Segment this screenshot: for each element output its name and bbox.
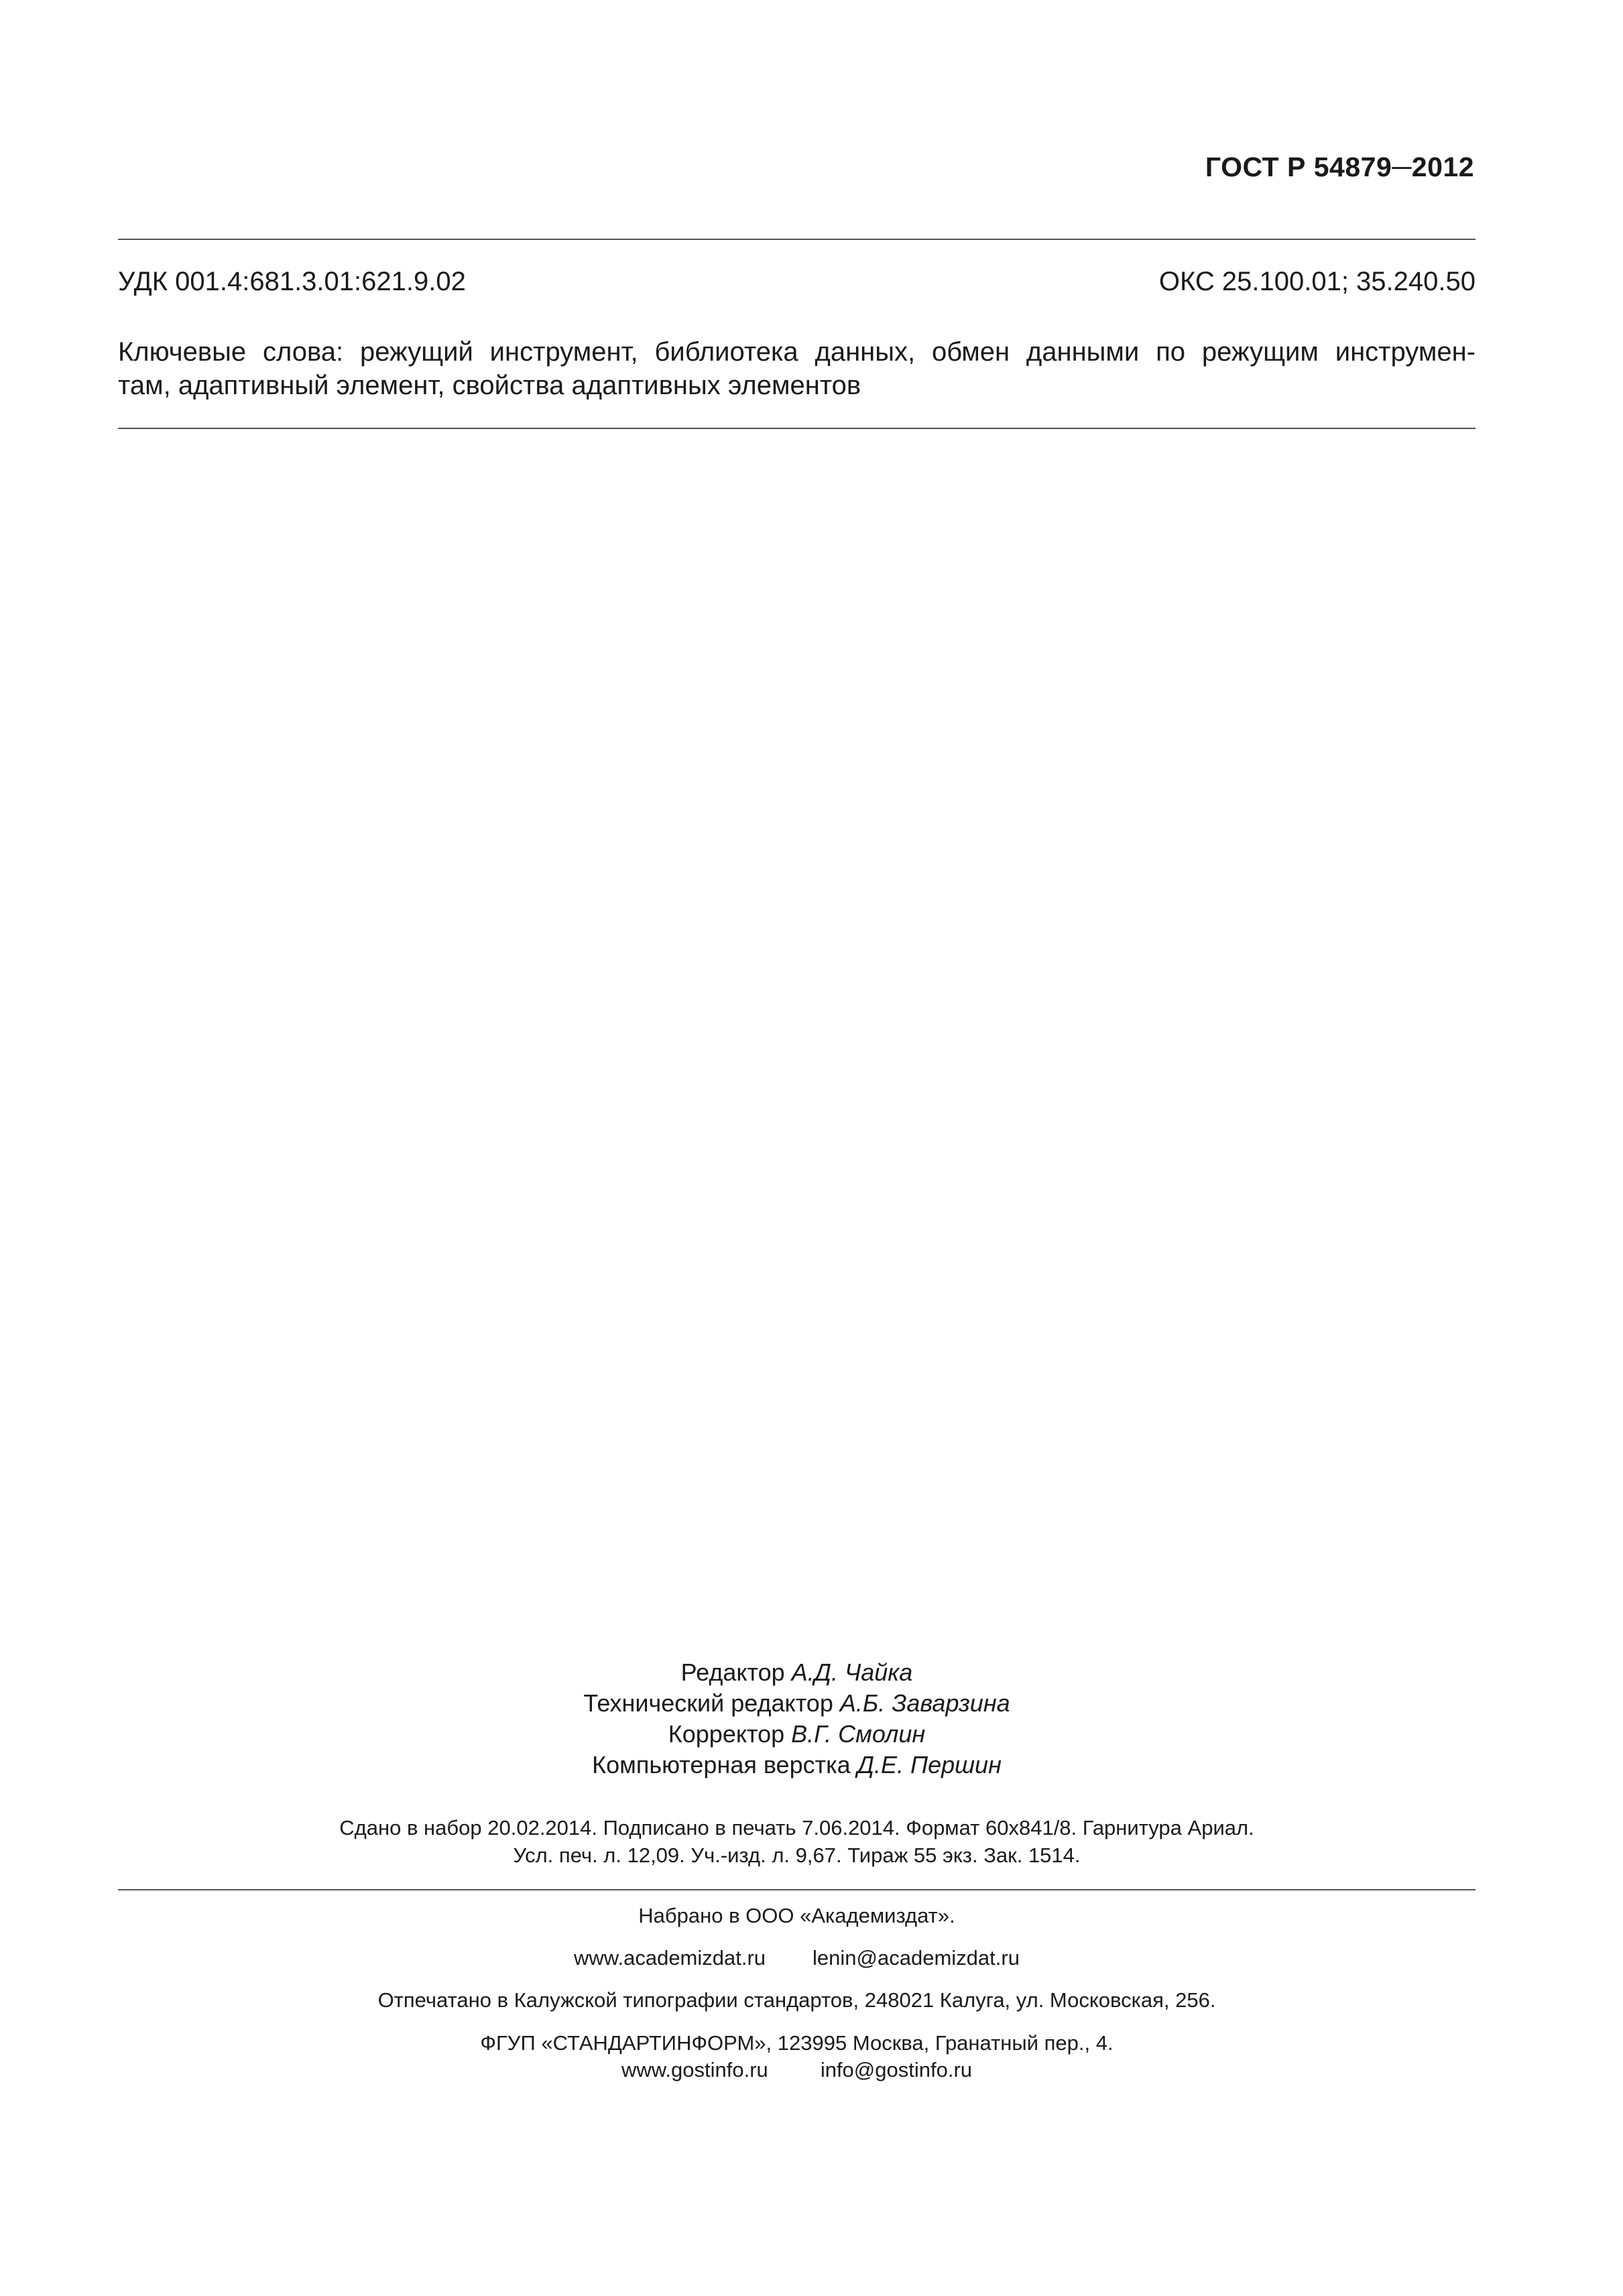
print-info-line-1: Сдано в набор 20.02.2014. Подписано в печать 7.06.2014. Формат 60х841/8. Гарнитура Ариал. [339,1816,1254,1839]
credit-role: Редактор [680,1658,785,1686]
credit-line [118,1719,1476,1750]
typeset-website-link[interactable]: www.academizdat.ru [574,1946,766,1970]
oks-code: ОКС 25.100.01; 35.240.50 [1158,267,1476,296]
credit-line [118,1657,1476,1688]
keywords-line-2: там, адаптивный элемент, свойства адаптивных элементов [118,371,861,400]
credits-block [118,1657,1476,1780]
credit-name: А.Д. Чайка [791,1658,913,1686]
typeset-email-link[interactable]: lenin@academizdat.ru [813,1946,1020,1970]
keywords-paragraph [118,335,1476,402]
publisher-contacts [118,2057,1476,2083]
publisher-email-link[interactable]: info@gostinfo.ru [820,2058,973,2081]
top-divider [118,239,1476,240]
udc-code: УДК 001.4:681.3.01:621.9.02 [118,267,466,296]
standard-number: ГОСТ Р 54879─2012 [1205,152,1474,182]
keywords-divider [118,428,1476,429]
typeset-contacts [118,1945,1476,1972]
publisher-website-link[interactable]: www.gostinfo.ru [621,2058,768,2081]
credit-line [118,1750,1476,1780]
credit-role: Корректор [668,1720,785,1748]
printed-by: Отпечатано в Калужской типографии стандартов, 248021 Калуга, ул. Московская, 256. [377,1988,1216,2012]
typeset-by: Набрано в ООО «Академиздат». [638,1904,955,1927]
print-info-block [118,1814,1476,1869]
credit-role: Компьютерная верстка [592,1751,851,1778]
credit-line [118,1688,1476,1719]
footer-divider [118,1889,1476,1890]
credit-role: Технический редактор [583,1689,833,1717]
publisher-address: ФГУП «СТАНДАРТИНФОРМ», 123995 Москва, Гранатный пер., 4. [480,2031,1114,2055]
keywords-line-1: Ключевые слова: режущий инструмент, библиотека данных, обмен данными по режущим инструмен- [118,337,1476,367]
credit-name: А.Б. Заварзина [839,1689,1010,1717]
credit-name: В.Г. Смолин [791,1720,926,1748]
credit-name: Д.Е. Першин [857,1751,1002,1778]
classification-row [118,267,1476,297]
print-info-line-2: Усл. печ. л. 12,09. Уч.-изд. л. 9,67. Тираж 55 экз. Зак. 1514. [513,1844,1081,1867]
